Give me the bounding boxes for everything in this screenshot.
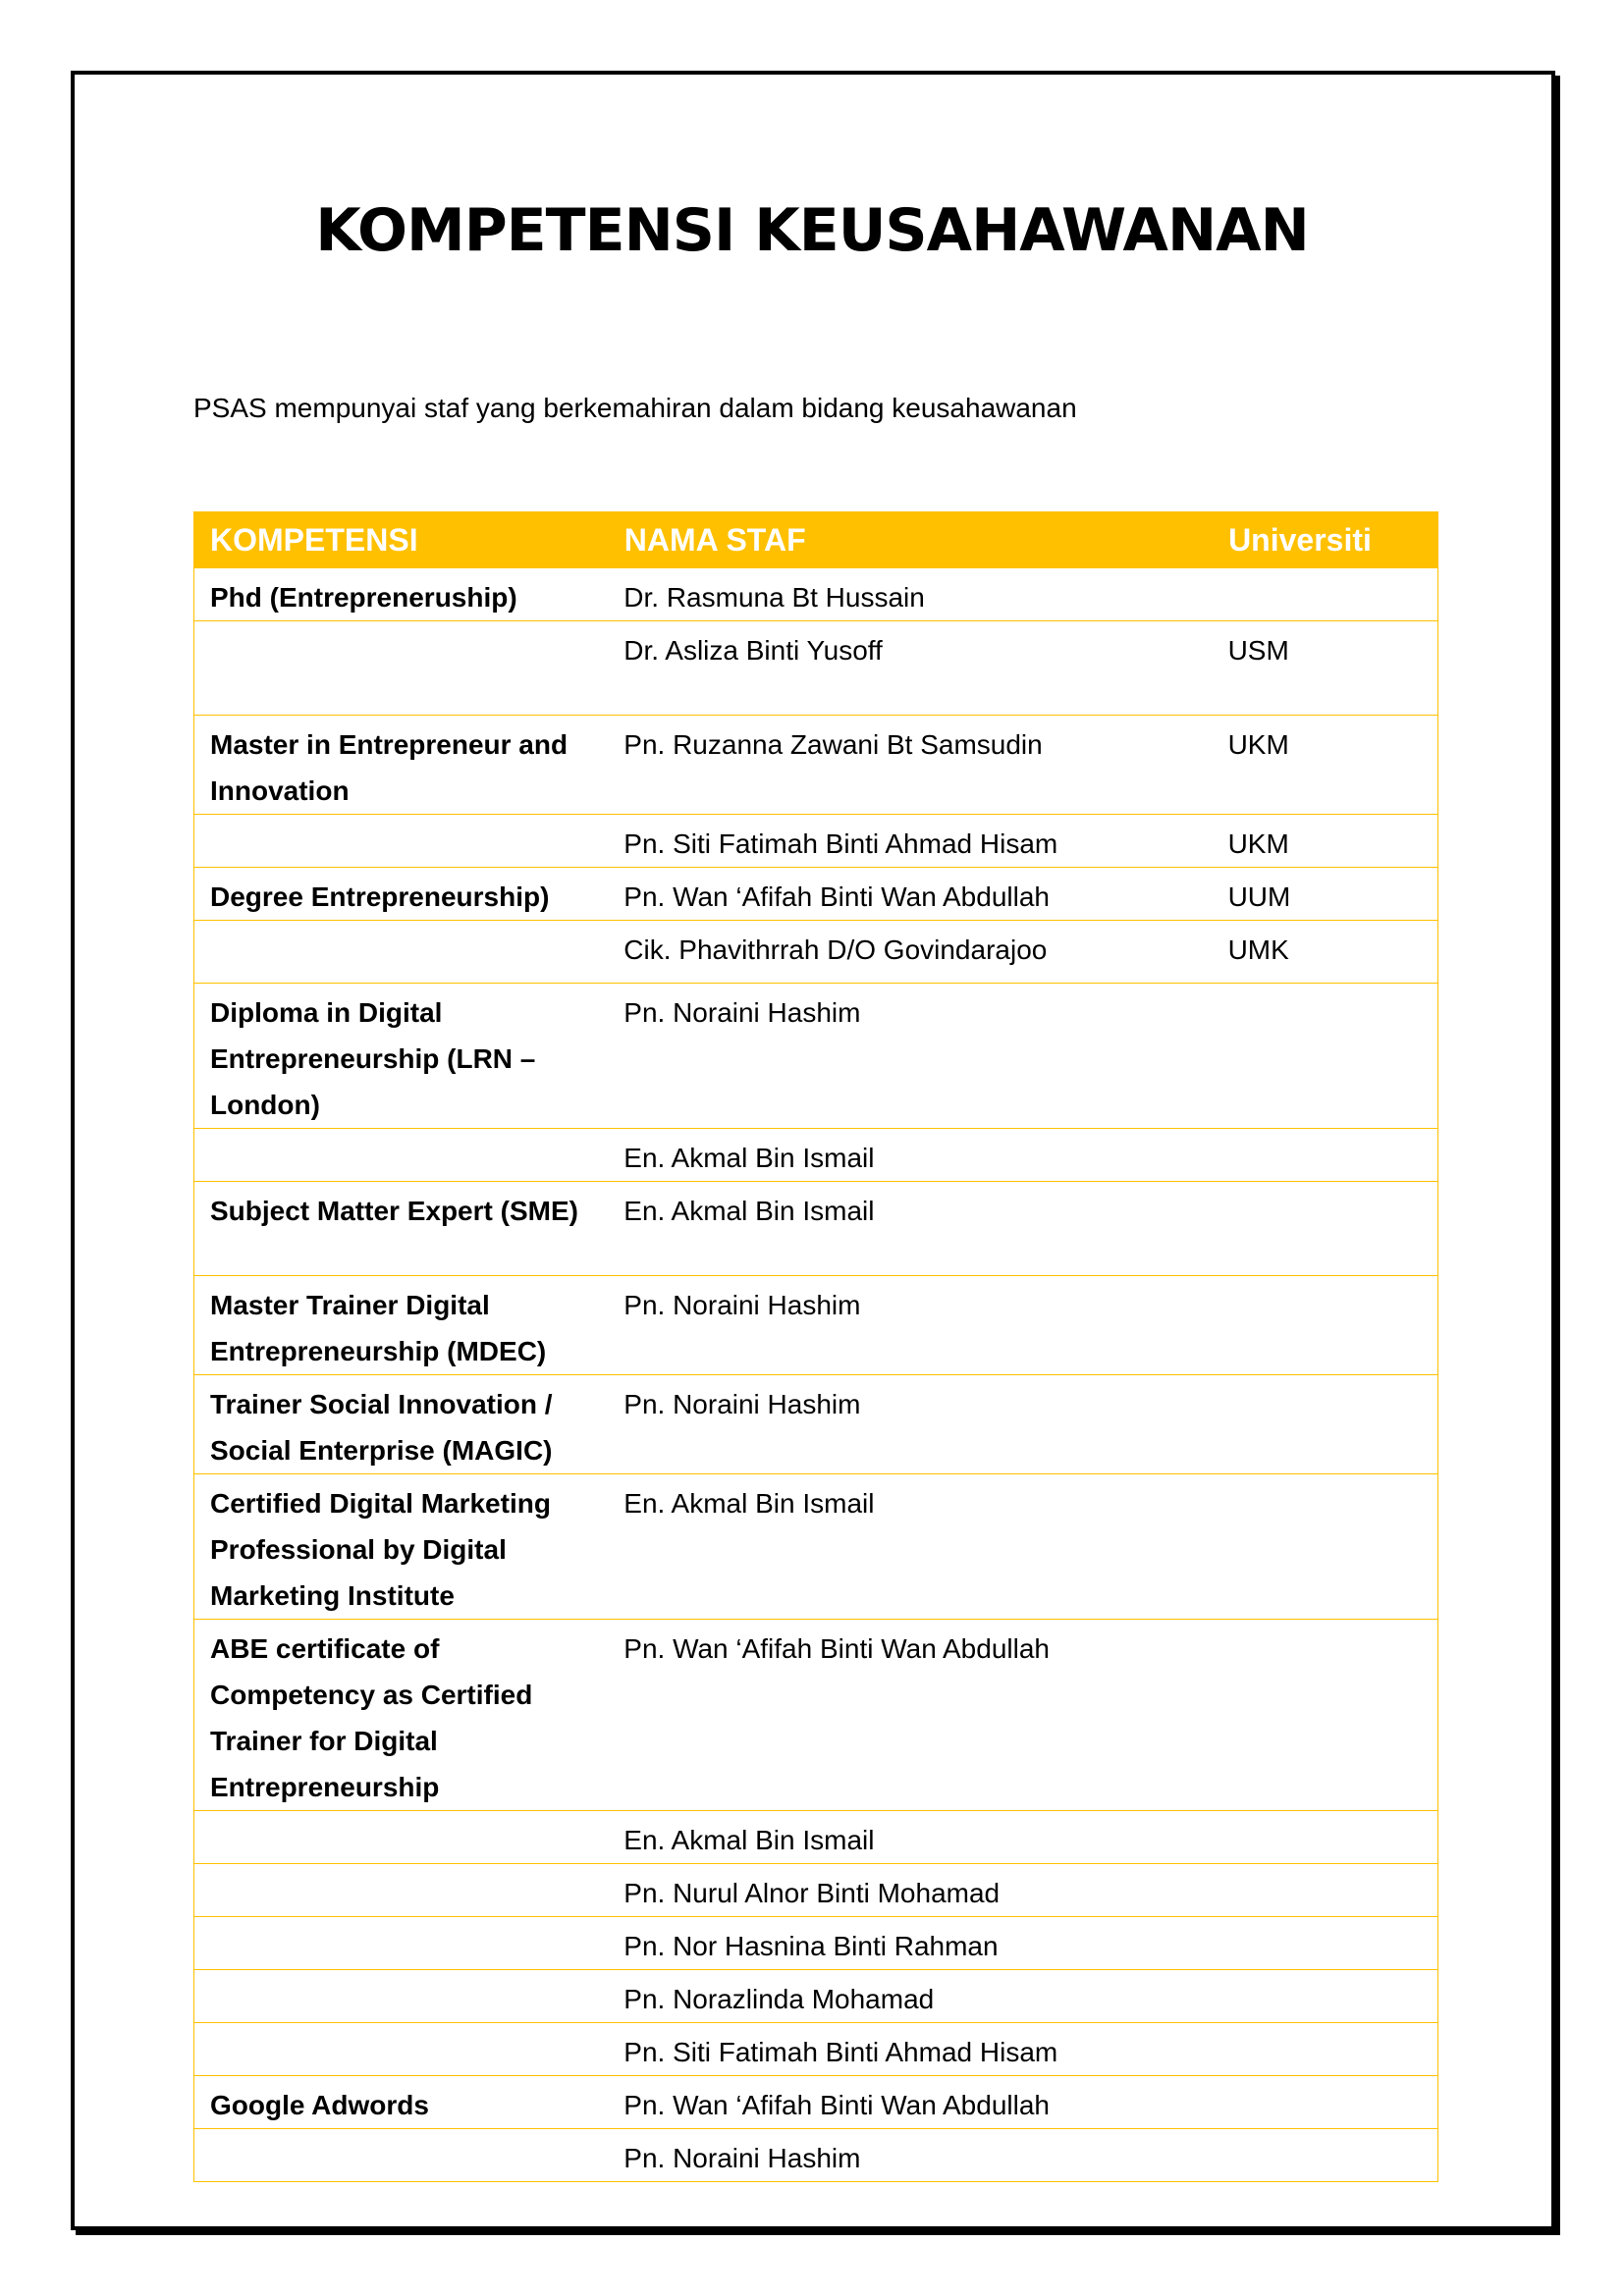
- cell-kompetensi: [194, 815, 609, 868]
- table-row: [194, 621, 1438, 716]
- cell-nama-staf: Pn. Ruzanna Zawani Bt Samsudin: [608, 716, 1212, 815]
- cell-kompetensi: [194, 1970, 609, 2023]
- table-row: [194, 1917, 1438, 1970]
- cell-kompetensi: [194, 1864, 609, 1917]
- intro-text: PSAS mempunyai staf yang berkemahiran dalam bidang keusahawanan: [193, 393, 1077, 423]
- cell-kompetensi: [194, 2023, 609, 2076]
- cell-nama-staf: Pn. Wan ‘Afifah Binti Wan Abdullah: [608, 1620, 1212, 1811]
- cell-nama-staf: Pn. Siti Fatimah Binti Ahmad Hisam: [608, 815, 1212, 868]
- cell-universiti: [1213, 1182, 1438, 1276]
- cell-kompetensi: Phd (Entrepreneruship): [194, 568, 609, 621]
- cell-nama-staf: Pn. Nurul Alnor Binti Mohamad: [608, 1864, 1212, 1917]
- cell-universiti: UKM: [1213, 815, 1438, 868]
- table-row: [194, 2023, 1438, 2076]
- cell-universiti: [1213, 2023, 1438, 2076]
- cell-universiti: [1213, 984, 1438, 1129]
- cell-kompetensi: [194, 1811, 609, 1864]
- table-row: [194, 1375, 1438, 1474]
- table-row: [194, 1970, 1438, 2023]
- cell-kompetensi: [194, 1917, 609, 1970]
- cell-kompetensi: Certified Digital Marketing Professional by Digital Marketing Institute: [194, 1474, 609, 1620]
- cell-universiti: [1213, 1129, 1438, 1182]
- cell-nama-staf: En. Akmal Bin Ismail: [608, 1811, 1212, 1864]
- table-header-row: [194, 512, 1438, 568]
- cell-universiti: USM: [1213, 621, 1438, 716]
- cell-nama-staf: Dr. Rasmuna Bt Hussain: [608, 568, 1212, 621]
- cell-nama-staf: En. Akmal Bin Ismail: [608, 1474, 1212, 1620]
- cell-universiti: [1213, 1811, 1438, 1864]
- table-row: [194, 1474, 1438, 1620]
- cell-kompetensi: Trainer Social Innovation / Social Enterprise (MAGIC): [194, 1375, 609, 1474]
- cell-nama-staf: En. Akmal Bin Ismail: [608, 1129, 1212, 1182]
- cell-universiti: [1213, 1970, 1438, 2023]
- table-row: [194, 1182, 1438, 1276]
- cell-nama-staf: Pn. Nor Hasnina Binti Rahman: [608, 1917, 1212, 1970]
- cell-universiti: [1213, 1375, 1438, 1474]
- cell-kompetensi: [194, 921, 609, 984]
- cell-kompetensi: [194, 621, 609, 716]
- cell-universiti: [1213, 2129, 1438, 2182]
- cell-universiti: [1213, 1276, 1438, 1375]
- table-row: [194, 1129, 1438, 1182]
- cell-kompetensi: Degree Entrepreneurship): [194, 868, 609, 921]
- cell-nama-staf: Pn. Wan ‘Afifah Binti Wan Abdullah: [608, 2076, 1212, 2129]
- cell-nama-staf: Pn. Wan ‘Afifah Binti Wan Abdullah: [608, 868, 1212, 921]
- cell-nama-staf: Pn. Siti Fatimah Binti Ahmad Hisam: [608, 2023, 1212, 2076]
- cell-kompetensi: Subject Matter Expert (SME): [194, 1182, 609, 1276]
- cell-kompetensi: Diploma in Digital Entrepreneurship (LRN – London): [194, 984, 609, 1129]
- cell-nama-staf: Pn. Noraini Hashim: [608, 984, 1212, 1129]
- cell-universiti: UUM: [1213, 868, 1438, 921]
- cell-kompetensi: [194, 1129, 609, 1182]
- table-row: [194, 1811, 1438, 1864]
- header-universiti: Universiti: [1213, 512, 1438, 568]
- cell-nama-staf: Dr. Asliza Binti Yusoff: [608, 621, 1212, 716]
- cell-kompetensi: ABE certificate of Competency as Certified Trainer for Digital Entrepreneurship: [194, 1620, 609, 1811]
- table-row: [194, 921, 1438, 984]
- table-row: [194, 716, 1438, 815]
- cell-universiti: [1213, 1864, 1438, 1917]
- table-row: [194, 815, 1438, 868]
- table-row: [194, 2076, 1438, 2129]
- table-row: [194, 984, 1438, 1129]
- cell-kompetensi: Google Adwords: [194, 2076, 609, 2129]
- table-row: [194, 1276, 1438, 1375]
- cell-universiti: [1213, 2076, 1438, 2129]
- cell-kompetensi: Master in Entrepreneur and Innovation: [194, 716, 609, 815]
- cell-nama-staf: Pn. Norazlinda Mohamad: [608, 1970, 1212, 2023]
- cell-nama-staf: Pn. Noraini Hashim: [608, 1276, 1212, 1375]
- cell-nama-staf: En. Akmal Bin Ismail: [608, 1182, 1212, 1276]
- header-nama-staf: NAMA STAF: [608, 512, 1212, 568]
- competency-table: [193, 511, 1438, 2182]
- page-title: KOMPETENSI KEUSAHAWANAN: [315, 196, 1309, 265]
- cell-nama-staf: Cik. Phavithrrah D/O Govindarajoo: [608, 921, 1212, 984]
- cell-universiti: [1213, 1917, 1438, 1970]
- table-row: [194, 868, 1438, 921]
- header-kompetensi: KOMPETENSI: [194, 512, 609, 568]
- table-row: [194, 1864, 1438, 1917]
- cell-nama-staf: Pn. Noraini Hashim: [608, 1375, 1212, 1474]
- table-row: [194, 2129, 1438, 2182]
- cell-universiti: [1213, 568, 1438, 621]
- cell-nama-staf: Pn. Noraini Hashim: [608, 2129, 1212, 2182]
- cell-universiti: [1213, 1620, 1438, 1811]
- table-row: [194, 1620, 1438, 1811]
- table-row: [194, 568, 1438, 621]
- cell-kompetensi: [194, 2129, 609, 2182]
- cell-universiti: UMK: [1213, 921, 1438, 984]
- cell-universiti: [1213, 1474, 1438, 1620]
- cell-kompetensi: Master Trainer Digital Entrepreneurship (MDEC): [194, 1276, 609, 1375]
- cell-universiti: UKM: [1213, 716, 1438, 815]
